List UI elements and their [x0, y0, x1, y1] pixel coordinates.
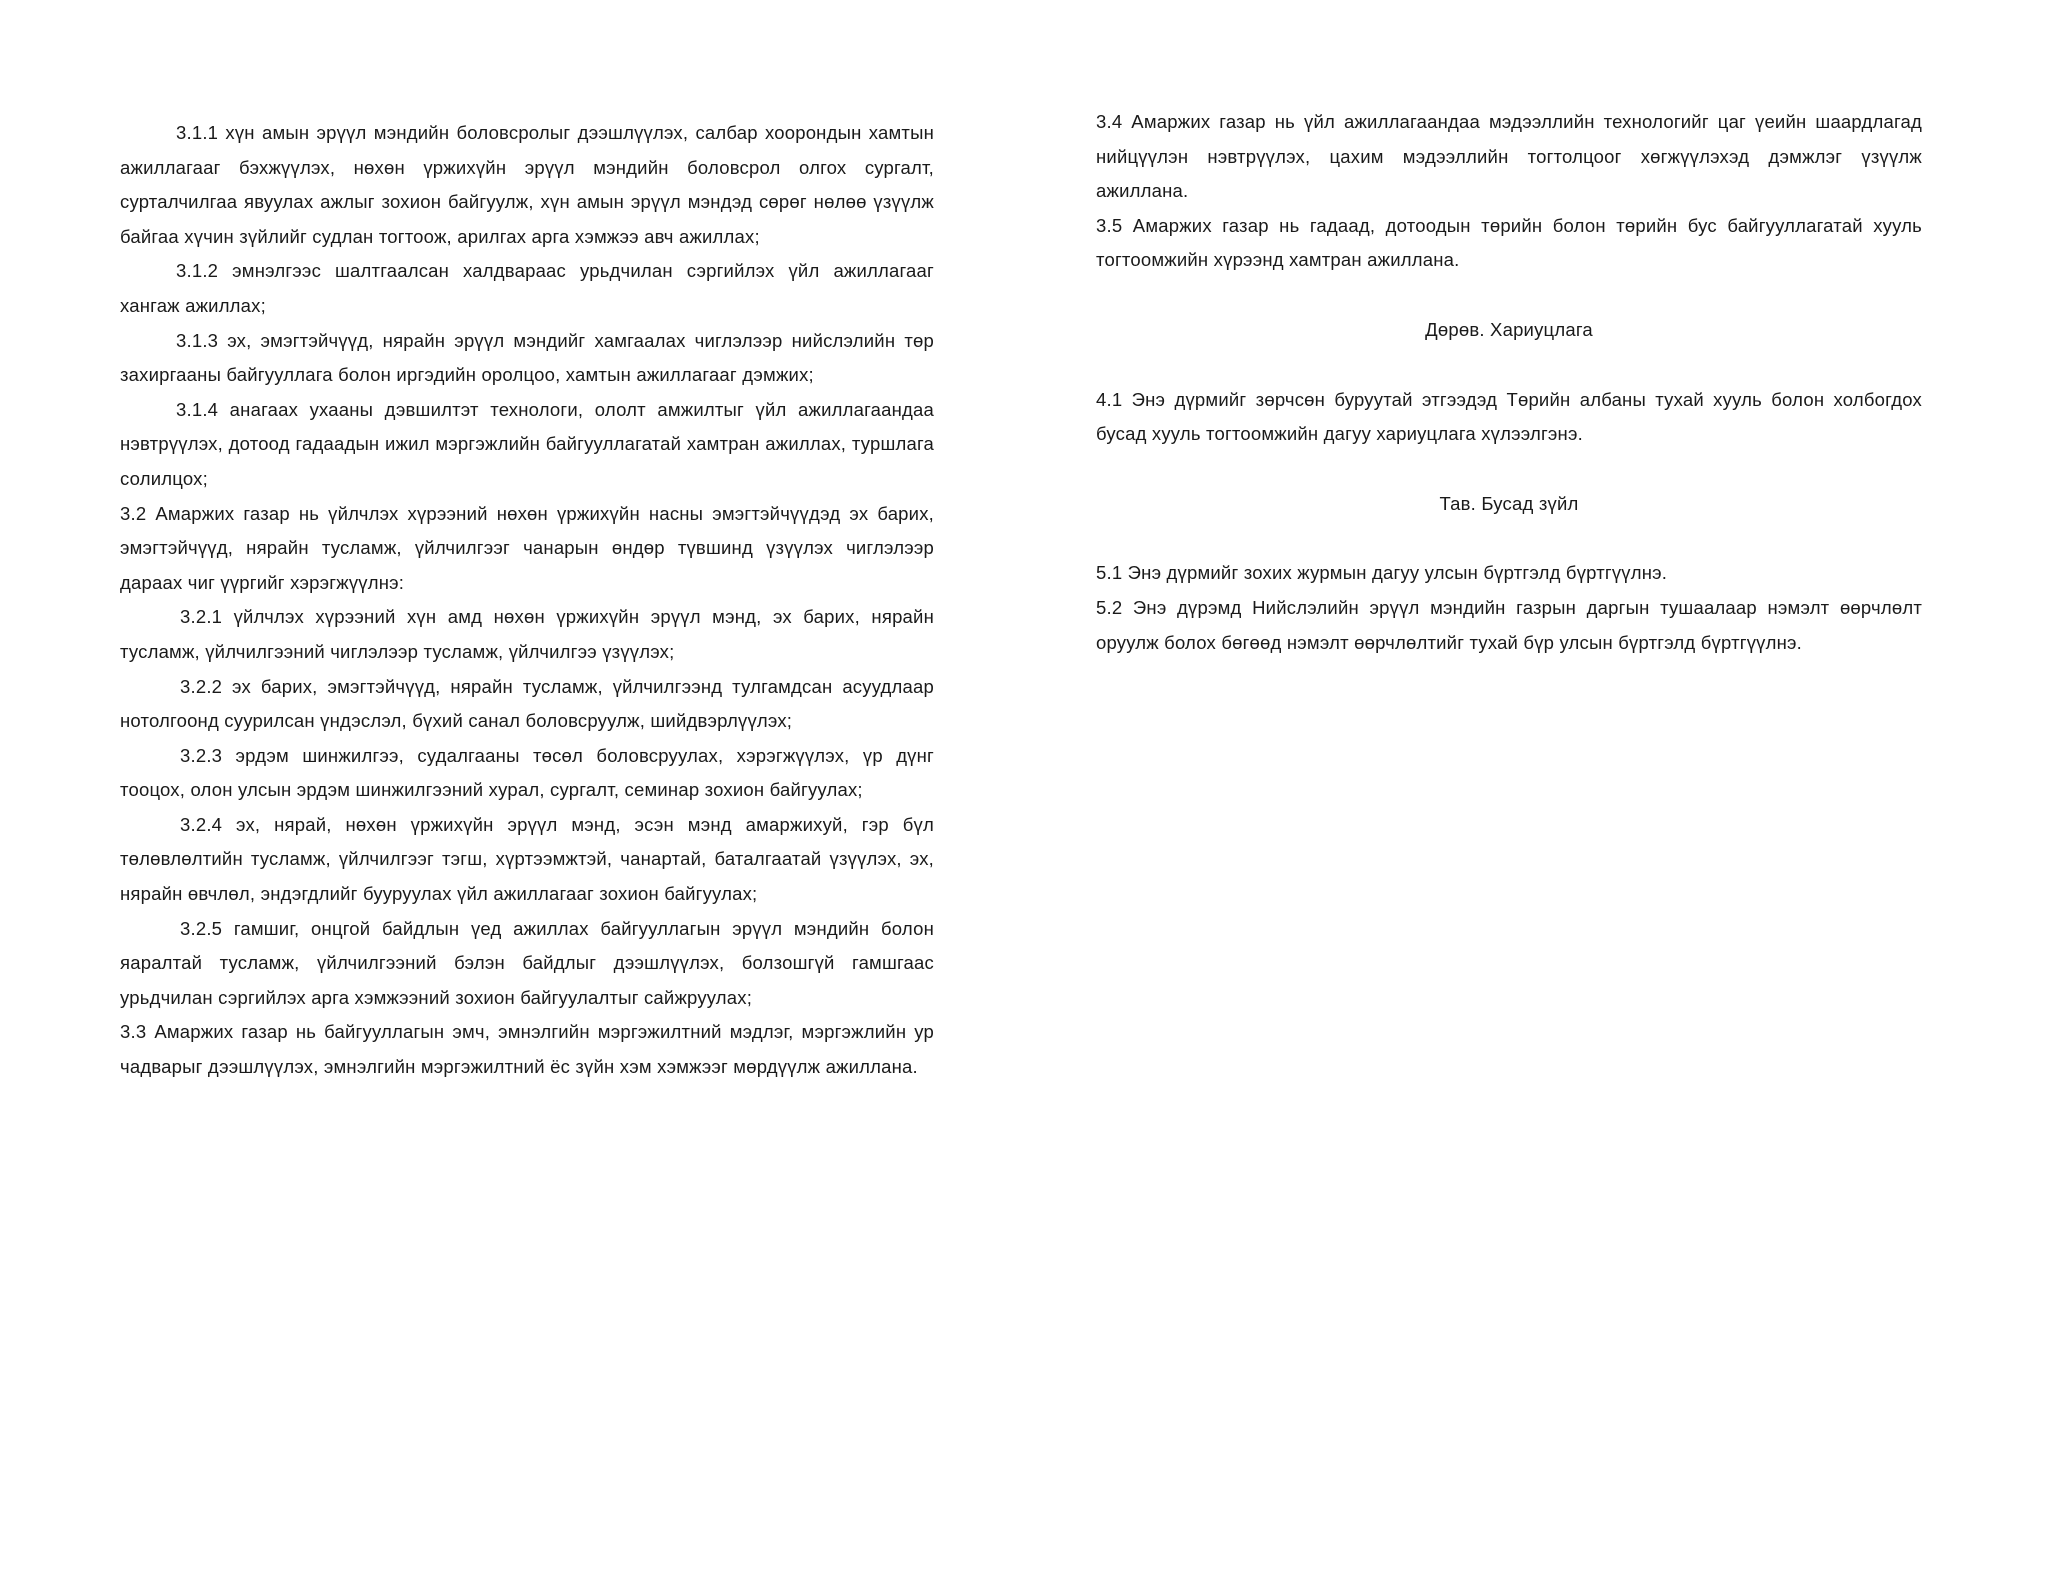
- paragraph-3-1-4: 3.1.4 анагаах ухааны дэвшилтэт технологи, ололт амжилтыг үйл ажиллагаандаа нэвтрүүлэх, дотоод гадаадын ижил мэргэжлийн байгууллагатай хамтран ажиллах, туршлага солилцох;: [120, 398, 934, 489]
- paragraph-5-2: 5.2 Энэ дүрэмд Нийслэлийн эрүүл мэндийн газрын даргын тушаалаар нэмэлт өөрчлөлт оруулж болох бөгөөд нэмэлт өөрчлөлтийг тухай бүр улсын бүртгэлд бүртгүүлнэ.: [1096, 596, 1922, 653]
- left-column: [120, 116, 934, 1085]
- spacer: [1096, 452, 1922, 487]
- paragraph-3-3: 3.3 Амаржих газар нь байгууллагын эмч, эмнэлгийн мэргэжилтний мэдлэг, мэргэжлийн ур чадварыг дээшлүүлэх, эмнэлгийн мэргэжилтний ёс зүйн хэм хэмжээг мөрдүүлж ажиллана.: [120, 1021, 934, 1078]
- section-heading-5: Тав. Бусад зүйл: [1439, 492, 1579, 514]
- right-column: [1096, 105, 1922, 660]
- paragraph-3-5: 3.5 Амаржих газар нь гадаад, дотоодын төрийн болон төрийн бус байгууллагатай хууль тогтоомжийн хүрээнд хамтран ажиллана.: [1096, 214, 1922, 271]
- spacer: [1096, 521, 1922, 556]
- paragraph-3-2-5: 3.2.5 гамшиг, онцгой байдлын үед ажиллах байгууллагын эрүүл мэндийн болон яаралтай тусламж, үйлчилгээний бэлэн байдлыг дээшлүүлэх, болзошгүй гамшгаас урьдчилан сэргийлэх арга хэмжээний зохион байгуулалтыг сайжруулах;: [120, 917, 934, 1008]
- paragraph-3-2-4: 3.2.4 эх, нярай, нөхөн үржихүйн эрүүл мэнд, эсэн мэнд амаржихуй, гэр бүл төлөвлөлтийн тусламж, үйлчилгээг тэгш, хүртээмжтэй, чанартай, баталгаатай үзүүлэх, эх, нярайн өвчлөл, эндэгдлийг бууруулах үйл ажиллагааг зохион байгуулах;: [120, 813, 934, 905]
- paragraph-3-4: 3.4 Амаржих газар нь үйл ажиллагаандаа мэдээллийн технологийг цаг үеийн шаардлагад нийцүүлэн нэвтрүүлэх, цахим мэдээллийн тогтолцоог хөгжүүлэхэд дэмжлэг үзүүлж ажиллана.: [1096, 111, 1922, 202]
- section-heading-4: Дөрөв. Хариуцлага: [1425, 318, 1593, 340]
- paragraph-3-2: 3.2 Амаржих газар нь үйлчлэх хүрээний нөхөн үржихүйн насны эмэгтэйчүүдэд эх барих, эмэгтэйчүүд, нярайн тусламж, үйлчилгээг чанарын өндөр түвшинд үзүүлэх чиглэлээр дараах чиг үүргийг хэрэгжүүлнэ:: [120, 502, 934, 593]
- paragraph-3-2-1: 3.2.1 үйлчлэх хүрээний хүн амд нөхөн үржихүйн эрүүл мэнд, эх барих, нярайн тусламж, үйлчилгээний чиглэлээр тусламж, үйлчилгээ үзүүлэх;: [120, 606, 934, 662]
- spacer: [1096, 348, 1922, 383]
- paragraph-3-2-2: 3.2.2 эх барих, эмэгтэйчүүд, нярайн тусламж, үйлчилгээнд тулгамдсан асуудлаар нотолгоонд суурилсан үндэслэл, бүхий санал боловсруулж, шийдвэрлүүлэх;: [120, 675, 934, 732]
- paragraph-5-1: 5.1 Энэ дүрмийг зохих журмын дагуу улсын бүртгэлд бүртгүүлнэ.: [1096, 562, 1668, 584]
- paragraph-3-1-1: 3.1.1 хүн амын эрүүл мэндийн боловсролыг дээшлүүлэх, салбар хоорондын хамтын ажиллагааг бэхжүүлэх, нөхөн үржихүйн эрүүл мэндийн боловсрол олгох сургалт, сурталчилгаа явуулах ажлыг зохион байгуулж, хүн амын эрүүл мэндэд сөрөг нөлөө үзүүлж байгаа хүчин зүйлийг судлан тогтоож, арилгах арга хэмжээ авч ажиллах;: [120, 122, 934, 247]
- spacer: [1096, 278, 1922, 313]
- paragraph-3-1-2: 3.1.2 эмнэлгээс шалтгаалсан халдвараас урьдчилан сэргийлэх үйл ажиллагааг хангаж ажиллах;: [120, 260, 934, 316]
- paragraph-4-1: 4.1 Энэ дүрмийг зөрчсөн буруутай этгээдэд Төрийн албаны тухай хууль болон холбогдох бусад хууль тогтоомжийн дагуу хариуцлага хүлээлгэнэ.: [1096, 388, 1922, 445]
- paragraph-3-2-3: 3.2.3 эрдэм шинжилгээ, судалгааны төсөл боловсруулах, хэрэгжүүлэх, үр дүнг тооцох, олон улсын эрдэм шинжилгээний хурал, сургалт, семинар зохион байгуулах;: [120, 744, 934, 801]
- paragraph-3-1-3: 3.1.3 эх, эмэгтэйчүүд, нярайн эрүүл мэндийг хамгаалах чиглэлээр нийслэлийн төр захиргааны байгууллага болон иргэдийн оролцоо, хамтын ажиллагааг дэмжих;: [120, 329, 934, 386]
